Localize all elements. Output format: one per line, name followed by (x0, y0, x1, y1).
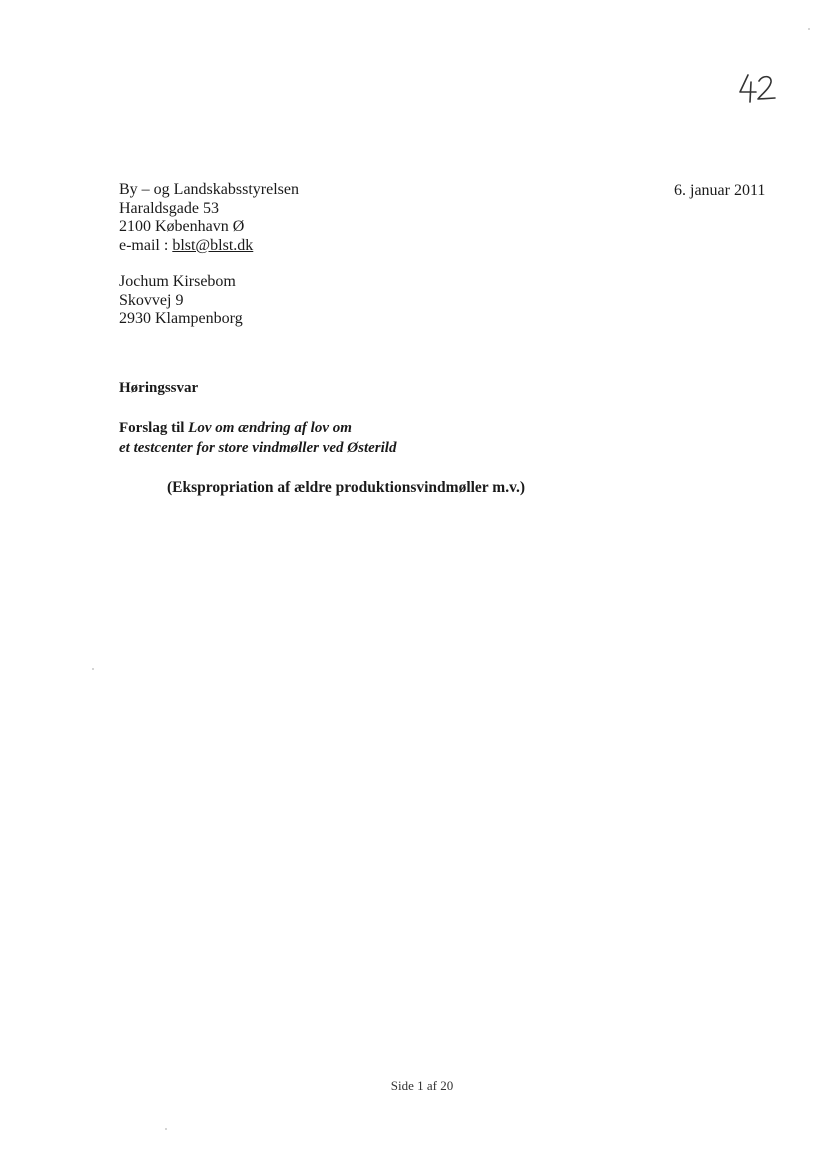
document-heading: Høringssvar (119, 380, 199, 396)
recipient-street: Haraldsgade 53 (119, 199, 219, 217)
sender-street: Skovvej 9 (119, 291, 184, 309)
handwritten-number-drawing (736, 72, 780, 106)
email-link[interactable]: blst@blst.dk (172, 236, 254, 254)
recipient-city: 2100 København Ø (119, 218, 245, 235)
recipient-name: By – og Landskabsstyrelsen (119, 181, 299, 198)
subject-line-1 (119, 418, 396, 438)
recipient-email-line (119, 237, 299, 256)
scan-speck (165, 1128, 167, 1130)
scan-speck (808, 28, 810, 30)
page-footer: Side 1 af 20 (390, 1078, 454, 1093)
subject-title-part-2: et testcenter for store vindmøller ved Østerild (119, 440, 397, 456)
sender-city: 2930 Klampenborg (119, 310, 243, 327)
subject-prefix: Forslag til (119, 420, 189, 436)
subject-title-part-1: Lov om ændring af lov om (188, 420, 352, 436)
handwritten-page-number (736, 72, 780, 106)
letter-date: 6. januar 2011 (674, 182, 766, 199)
subject-parenthetical: (Ekspropriation af ældre produktionsvindmøller m.v.) (167, 479, 525, 496)
subject-line-2 (119, 438, 396, 458)
sender-name: Jochum Kirsebom (119, 273, 236, 290)
scan-speck (92, 668, 94, 670)
recipient-address (119, 181, 299, 255)
sender-address (119, 273, 243, 329)
subject-block (119, 418, 396, 458)
email-prefix: e-mail : (119, 236, 173, 254)
